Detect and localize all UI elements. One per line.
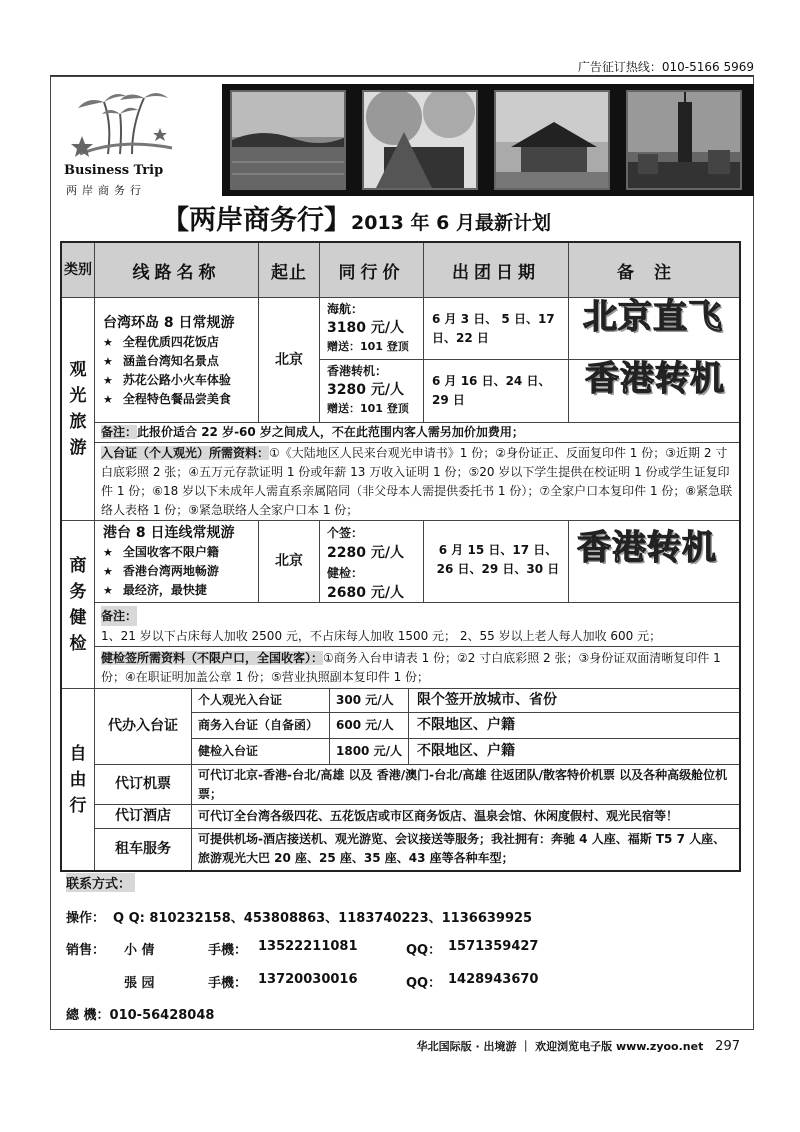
permit-price: 1800 元/人 bbox=[330, 739, 409, 765]
permit-name: 个人观光入台证 bbox=[192, 689, 330, 713]
star-icon: ★ bbox=[103, 584, 113, 597]
header-remarks: 备注 bbox=[569, 243, 739, 298]
feature-item: ★ 全国收客不限户籍 bbox=[103, 545, 219, 559]
contact-ops: 操作： Q Q: 810232158、453808863、1183740223、1136639925 bbox=[66, 911, 533, 926]
lake-photo bbox=[230, 90, 346, 190]
category-free-travel: 自 由 行 bbox=[62, 689, 95, 870]
feature-item: ★ 涵盖台湾知名景点 bbox=[103, 354, 219, 368]
price-option-2: 香港转机： 3280 元/人 赠送：101 登顶 bbox=[320, 360, 424, 423]
service-label-car: 租车服务 bbox=[95, 829, 192, 870]
page-number: 297 bbox=[715, 1039, 740, 1054]
business-route: 港台 8 日连线常规游 ★ 全国收客不限户籍 ★ 香港台湾两地畅游 ★ 最经济，最快捷 bbox=[95, 521, 259, 603]
route-title: 台湾环岛 8 日常规游 bbox=[103, 315, 235, 331]
star-icon: ★ bbox=[103, 546, 113, 559]
contact-title: 联系方式： bbox=[66, 873, 135, 892]
permit-price: 300 元/人 bbox=[330, 689, 409, 713]
business-remark bbox=[569, 521, 739, 603]
stamp-hk-transfer-2: 香港转机 bbox=[577, 528, 717, 568]
business-prices: 个签： 2280 元/人 健检： 2680 元/人 bbox=[320, 521, 424, 603]
permit-name: 健检入台证 bbox=[192, 739, 330, 765]
dates-option-2: 6 月 16 日、24 日、29 日 bbox=[424, 360, 569, 423]
star-icon: ★ bbox=[103, 355, 113, 368]
dates-option-1: 6 月 3 日、 5 日、17 日、22 日 bbox=[424, 298, 569, 360]
permit-label: 代办入台证 bbox=[95, 689, 192, 765]
heading-main: 【两岸商务行】 bbox=[162, 205, 351, 236]
header-price: 同行价 bbox=[320, 243, 424, 298]
remark-option-2 bbox=[569, 360, 739, 423]
sightseeing-note: 备注：此报价适合 22 岁-60 岁之间成人，不在此范围内客人需另加价加费用； bbox=[95, 423, 739, 443]
heading-sub: 2013 年 6 月最新计划 bbox=[351, 212, 551, 234]
permit-note: 限个签开放城市、省份 bbox=[409, 689, 739, 713]
logo-chinese: 两岸商务行 bbox=[66, 184, 146, 197]
business-dates: 6 月 15 日、17 日、26 日、29 日、30 日 bbox=[424, 521, 569, 603]
service-text-flights: 可代订北京-香港-台北/高雄 以及 香港/澳门-台北/高雄 往返团队/散客特价机票 以及各种高级舱位机票； bbox=[192, 765, 739, 805]
stamp-hk-transfer: 香港转机 bbox=[585, 359, 725, 399]
itinerary-table bbox=[60, 241, 741, 872]
service-text-car: 可提供机场-酒店接送机、观光游览、会议接送等服务；我社拥有：奔驰 4 人座、福斯 T5 7 人座、旅游观光大巴 20 座、25 座、35 座、43 座等各种车型； bbox=[198, 832, 726, 865]
feature-item: ★ 香港台湾两地畅游 bbox=[103, 564, 219, 578]
remark-option-1 bbox=[569, 298, 739, 360]
star-icon: ★ bbox=[103, 336, 113, 349]
service-label-hotels: 代订酒店 bbox=[95, 805, 192, 829]
blossom-photo bbox=[362, 90, 478, 190]
temple-photo bbox=[494, 90, 610, 190]
star-icon: ★ bbox=[103, 393, 113, 406]
feature-item: ★ 最经济，最快捷 bbox=[103, 583, 207, 597]
permit-name: 商务入台证（自备函） bbox=[192, 713, 330, 739]
price-option-1: 海航： 3180 元/人 赠送：101 登顶 bbox=[320, 298, 424, 360]
sightseeing-origin: 北京 bbox=[259, 298, 320, 423]
category-sightseeing: 观 光 旅 游 bbox=[62, 298, 95, 521]
feature-item: ★ 全程特色餐品尝美食 bbox=[103, 392, 231, 406]
permit-note: 不限地区、户籍 bbox=[409, 713, 739, 739]
main-phone: 總 機：010-56428048 bbox=[66, 1008, 215, 1023]
page-footer: 华北国际版 · 出境游 ｜ 欢迎浏览电子版 www.zyoo.net 297 bbox=[416, 1039, 740, 1054]
sightseeing-route bbox=[95, 298, 259, 423]
feature-item: ★ 全程优质四花饭店 bbox=[103, 335, 219, 349]
permit-price: 600 元/人 bbox=[330, 713, 409, 739]
permit-note: 不限地区、户籍 bbox=[409, 739, 739, 765]
service-label-flights: 代订机票 bbox=[95, 765, 192, 805]
star-icon: ★ bbox=[103, 565, 113, 578]
sales-row-1: 销售： 小 倩 手機： 13522211081 QQ： 1571359427 bbox=[66, 939, 539, 958]
category-business-health: 商 务 健 检 bbox=[62, 521, 95, 689]
business-origin: 北京 bbox=[259, 521, 320, 603]
header-route: 线路名称 bbox=[95, 243, 259, 298]
feature-item: ★ 苏花公路小火车体验 bbox=[103, 373, 231, 387]
sightseeing-documents: 入台证（个人观光）所需资料：①《大陆地区人民来台观光申请书》1 份；②身份证正、反面复印件 1 份；③近期 2 寸白底彩照 2 张；④五万元存款证明 1 份或年薪 13 万收入证明 1 份；⑤20 岁以下学生提供在校证明 1 份或学生证复印件 1 份；⑥18 岁以下未成年人需直系亲属陪同（非父母本人需提供委托书 1 份）；⑦全家户口本复印件 1 份；⑧紧急联络人表格 1 份；⑨紧急联络人全家户口本 1 份； bbox=[95, 443, 739, 521]
header-origin: 起止 bbox=[259, 243, 320, 298]
business-documents: 健检签所需资料（不限户口，全国收客）：①商务入台申请表 1 份；②2 寸白底彩照 2 张；③身份证双面清晰复印件 1 份；④在职证明加盖公章 1 份；⑤营业执照副本复印件 1 份； bbox=[95, 647, 739, 689]
page-heading bbox=[162, 198, 551, 237]
stamp-beijing-direct: 北京直飞 bbox=[583, 297, 723, 337]
ad-hotline: 广告征订热线：010-5166 5969 bbox=[577, 60, 754, 74]
logo-english: Business Trip bbox=[64, 163, 164, 178]
photo-strip bbox=[222, 84, 754, 196]
business-note: 备注： 1、21 岁以下占床每人加收 2500 元，不占床每人加收 1500 元； 2、55 岁以上老人每人加收 600 元； bbox=[95, 603, 739, 647]
city-tower-photo bbox=[626, 90, 742, 190]
header-dates: 出团日期 bbox=[424, 243, 569, 298]
header-category: 类别 bbox=[62, 243, 95, 298]
star-icon: ★ bbox=[103, 374, 113, 387]
service-text-hotels: 可代订全台湾各级四花、五花饭店或市区商务饭店、温泉会馆、休闲度假村、观光民宿等！ bbox=[192, 805, 739, 829]
palm-tree-logo bbox=[60, 84, 185, 164]
